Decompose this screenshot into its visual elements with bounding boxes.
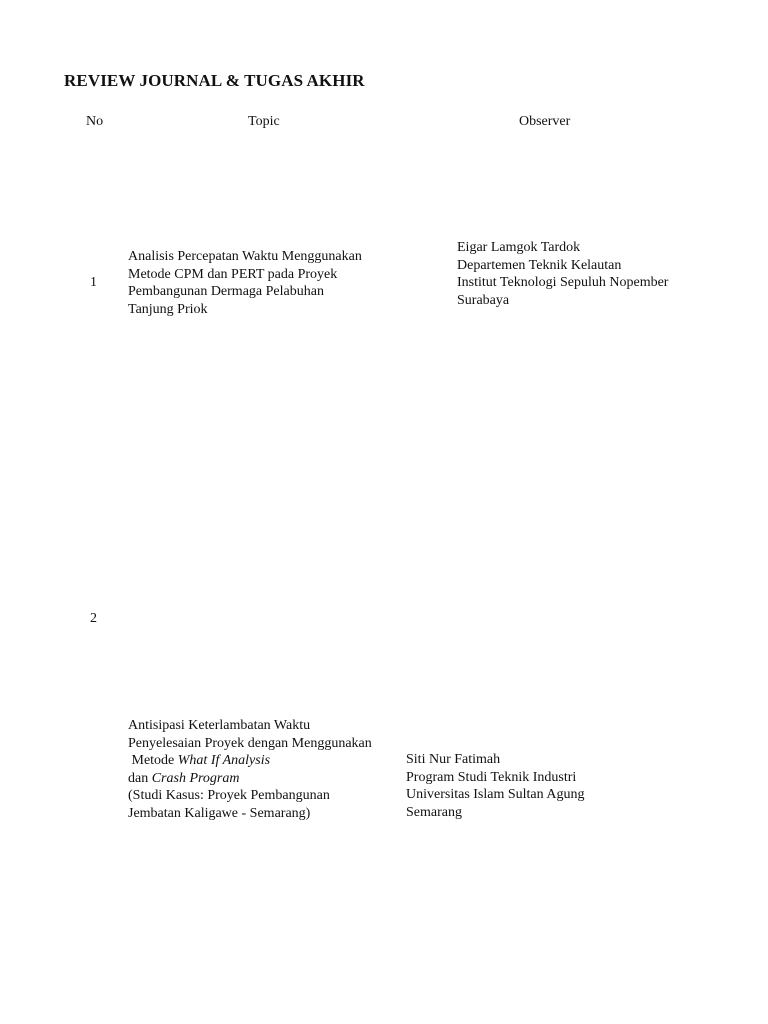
- row-1-topic-line: Tanjung Priok: [128, 301, 208, 317]
- row-2-topic-line: [128, 752, 372, 770]
- document-title: REVIEW JOURNAL & TUGAS AKHIR: [64, 71, 365, 90]
- row-2-observer: [406, 751, 585, 821]
- row-1-observer: [457, 239, 668, 309]
- row-1-observer-line: Eigar Lamgok Tardok: [457, 240, 581, 255]
- column-header-topic: Topic: [248, 114, 280, 129]
- row-1-number: 1: [90, 275, 97, 290]
- row-2-topic-italic-text: What If Analysis: [177, 753, 271, 768]
- row-2-topic-line: Antisipasi Keterlambatan Waktu: [128, 718, 311, 733]
- row-1-observer-line: Departemen Teknik Kelautan: [457, 257, 622, 273]
- row-2-topic-text: dan: [128, 770, 152, 786]
- column-header-no: No: [86, 114, 104, 129]
- row-2-observer-line: Universitas Islam Sultan Agung: [406, 787, 585, 802]
- row-2-topic-italic-text: Crash Program: [151, 770, 240, 786]
- row-2-topic-line: Penyelesaian Proyek dengan Menggunakan: [128, 735, 372, 751]
- row-2-observer-line: Program Studi Teknik Industri: [406, 769, 577, 785]
- row-1-observer-line: Institut Teknologi Sepuluh Nopember: [457, 275, 669, 290]
- row-2-topic-line: Jembatan Kaligawe - Semarang): [128, 805, 311, 821]
- row-2-observer-line: Semarang: [406, 804, 462, 820]
- column-header-observer: Observer: [519, 114, 571, 129]
- row-1-topic: [128, 248, 362, 318]
- row-2-number: 2: [90, 611, 97, 626]
- row-1-topic-line: Analisis Percepatan Waktu Menggunakan: [128, 249, 362, 264]
- row-2-topic: [128, 717, 372, 822]
- row-1-observer-line: Surabaya: [457, 292, 510, 308]
- row-1-topic-line: Pembangunan Dermaga Pelabuhan: [128, 284, 324, 299]
- row-2-topic-line: [128, 770, 372, 788]
- row-2-observer-line: Siti Nur Fatimah: [406, 752, 501, 767]
- row-1-topic-line: Metode CPM dan PERT pada Proyek: [128, 266, 338, 282]
- row-2-topic-line: (Studi Kasus: Proyek Pembangunan: [128, 788, 330, 803]
- row-2-topic-text: Metode: [128, 753, 178, 768]
